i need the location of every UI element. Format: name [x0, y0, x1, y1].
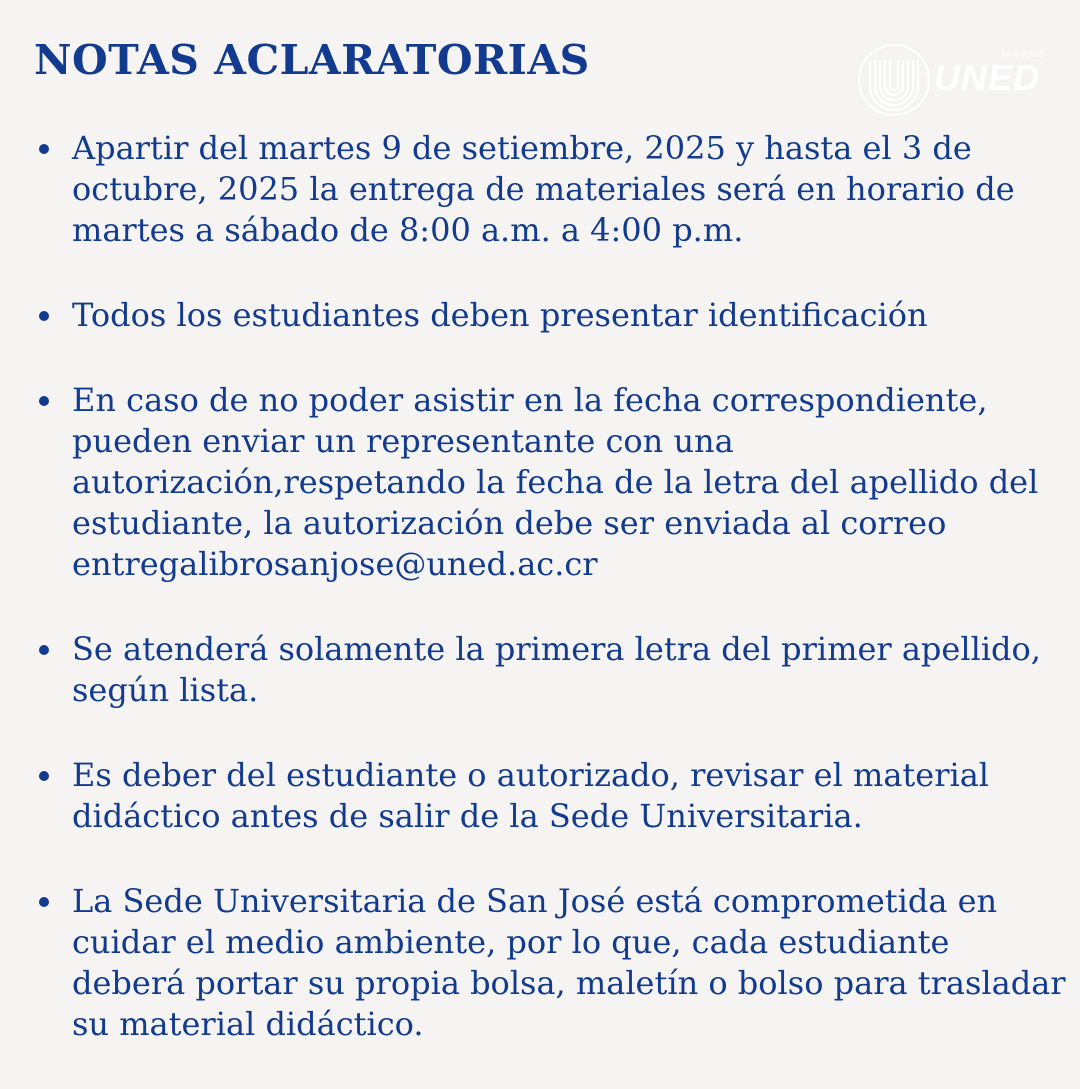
note-item [34, 881, 1069, 1045]
note-text: Se atenderá solamente la primera letra del primer apellido, según lista. [72, 630, 1041, 709]
page-title: NOTAS ACLARATORIAS [34, 36, 590, 84]
bullet-icon [39, 645, 49, 655]
bullet-icon [39, 311, 49, 321]
note-item [34, 128, 1069, 251]
uned-logo [856, 42, 1046, 118]
logo-subtitle: SAN JOSÉ [1000, 50, 1044, 59]
logo-wordmark: UNED [934, 57, 1041, 98]
note-text: Todos los estudiantes deben presentar identificación [72, 296, 928, 334]
bullet-icon [39, 396, 49, 406]
bullet-icon [39, 771, 49, 781]
uned-logo-icon [856, 42, 932, 118]
note-item [34, 755, 1069, 837]
notes-list [34, 128, 1069, 1089]
note-text: Es deber del estudiante o autorizado, revisar el material didáctico antes de salir de la Sede Universitaria. [72, 756, 990, 835]
note-item [34, 380, 1069, 585]
note-text: Apartir del martes 9 de setiembre, 2025 y hasta el 3 de octubre, 2025 la entrega de materiales será en horario de martes a sábado de 8:00 a.m. a 4:00 p.m. [72, 129, 1015, 249]
bullet-icon [39, 144, 49, 154]
note-text: En caso de no poder asistir en la fecha correspondiente, pueden enviar un representante con una autorización,respetando la fecha de la letra del apellido del estudiante, la autorización debe ser enviada al correo entregalibrosanjose@uned.ac.cr [72, 381, 1039, 583]
bullet-icon [39, 897, 49, 907]
note-item [34, 629, 1069, 711]
note-item [34, 295, 1069, 336]
note-text: La Sede Universitaria de San José está comprometida en cuidar el medio ambiente, por lo que, cada estudiante deberá portar su propia bolsa, maletín o bolso para trasladar su material didáctico. [72, 882, 1066, 1043]
